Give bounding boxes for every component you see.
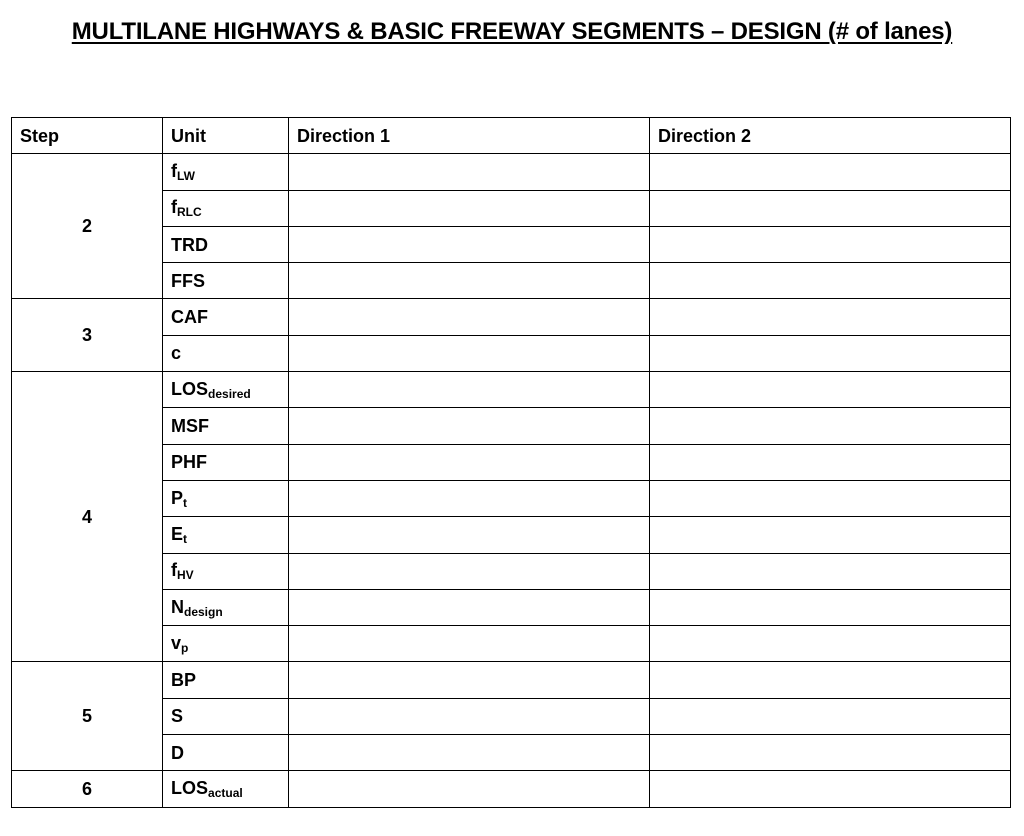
unit-subscript: p: [181, 640, 189, 655]
unit-symbol: f: [171, 560, 177, 581]
direction-2-cell[interactable]: [650, 771, 1011, 807]
direction-1-cell[interactable]: [289, 698, 650, 734]
direction-2-cell[interactable]: [650, 372, 1011, 408]
unit-cell: [163, 408, 289, 444]
unit-cell: [163, 480, 289, 516]
direction-2-cell[interactable]: [650, 517, 1011, 553]
table-row: [12, 154, 1011, 190]
unit-cell: [163, 698, 289, 734]
step-cell: 2: [12, 154, 163, 299]
direction-1-cell[interactable]: [289, 771, 650, 807]
unit-cell: [163, 372, 289, 408]
unit-symbol: PHF: [171, 452, 207, 473]
direction-1-cell[interactable]: [289, 517, 650, 553]
direction-2-cell[interactable]: [650, 480, 1011, 516]
step-cell: 5: [12, 662, 163, 771]
direction-1-cell[interactable]: [289, 408, 650, 444]
unit-cell: [163, 771, 289, 807]
direction-2-cell[interactable]: [650, 735, 1011, 771]
direction-1-cell[interactable]: [289, 190, 650, 226]
step-cell: 3: [12, 299, 163, 372]
unit-cell: [163, 299, 289, 335]
unit-subscript: RLC: [177, 205, 202, 220]
header-direction-1: Direction 1: [289, 118, 650, 154]
unit-symbol: MSF: [171, 416, 209, 437]
direction-2-cell[interactable]: [650, 589, 1011, 625]
header-direction-2: Direction 2: [650, 118, 1011, 154]
design-table: [11, 117, 1011, 808]
unit-cell: [163, 226, 289, 262]
direction-1-cell[interactable]: [289, 444, 650, 480]
unit-symbol: BP: [171, 670, 197, 691]
direction-1-cell[interactable]: [289, 553, 650, 589]
direction-2-cell[interactable]: [650, 226, 1011, 262]
table-body: [12, 154, 1011, 807]
table-row: [12, 771, 1011, 807]
unit-cell: [163, 517, 289, 553]
unit-cell: [163, 626, 289, 662]
unit-symbol: f: [171, 160, 177, 181]
table-row: [12, 372, 1011, 408]
direction-1-cell[interactable]: [289, 226, 650, 262]
direction-2-cell[interactable]: [650, 662, 1011, 698]
direction-1-cell[interactable]: [289, 626, 650, 662]
unit-cell: [163, 263, 289, 299]
direction-2-cell[interactable]: [650, 553, 1011, 589]
header-row: [12, 118, 1011, 154]
direction-1-cell[interactable]: [289, 299, 650, 335]
unit-symbol: E: [171, 523, 184, 544]
direction-1-cell[interactable]: [289, 154, 650, 190]
unit-symbol: N: [171, 596, 184, 617]
direction-2-cell[interactable]: [650, 444, 1011, 480]
direction-2-cell[interactable]: [650, 190, 1011, 226]
unit-symbol: CAF: [171, 307, 208, 328]
direction-2-cell[interactable]: [650, 335, 1011, 371]
direction-1-cell[interactable]: [289, 589, 650, 625]
unit-cell: [163, 154, 289, 190]
page-title: MULTILANE HIGHWAYS & BASIC FREEWAY SEGMENTS – DESIGN (# of lanes): [71, 18, 953, 45]
unit-subscript: actual: [208, 785, 243, 800]
unit-symbol: LOS: [171, 777, 209, 798]
step-cell: 4: [12, 372, 163, 662]
header-step: Step: [12, 118, 163, 154]
direction-2-cell[interactable]: [650, 299, 1011, 335]
unit-subscript: LW: [177, 168, 195, 183]
step-cell: 6: [12, 771, 163, 807]
direction-1-cell[interactable]: [289, 735, 650, 771]
unit-symbol: c: [171, 343, 182, 364]
direction-1-cell[interactable]: [289, 480, 650, 516]
unit-symbol: P: [171, 487, 184, 508]
unit-subscript: desired: [208, 386, 251, 401]
direction-2-cell[interactable]: [650, 698, 1011, 734]
direction-2-cell[interactable]: [650, 626, 1011, 662]
direction-1-cell[interactable]: [289, 335, 650, 371]
unit-cell: [163, 553, 289, 589]
unit-cell: [163, 662, 289, 698]
unit-subscript: t: [183, 531, 188, 546]
direction-1-cell[interactable]: [289, 372, 650, 408]
unit-symbol: TRD: [171, 234, 208, 255]
unit-subscript: design: [184, 604, 223, 619]
unit-symbol: S: [171, 706, 184, 727]
direction-2-cell[interactable]: [650, 154, 1011, 190]
direction-1-cell[interactable]: [289, 263, 650, 299]
unit-cell: [163, 589, 289, 625]
unit-subscript: t: [183, 495, 188, 510]
unit-symbol: f: [171, 197, 177, 218]
unit-symbol: FFS: [171, 270, 205, 291]
unit-cell: [163, 735, 289, 771]
unit-symbol: LOS: [171, 378, 209, 399]
unit-symbol: D: [171, 742, 184, 763]
unit-cell: [163, 444, 289, 480]
direction-2-cell[interactable]: [650, 263, 1011, 299]
table-row: [12, 662, 1011, 698]
unit-subscript: HV: [177, 568, 194, 583]
direction-2-cell[interactable]: [650, 408, 1011, 444]
unit-cell: [163, 190, 289, 226]
header-unit: Unit: [163, 118, 289, 154]
unit-cell: [163, 335, 289, 371]
unit-symbol: v: [171, 632, 182, 653]
table-row: [12, 299, 1011, 335]
direction-1-cell[interactable]: [289, 662, 650, 698]
